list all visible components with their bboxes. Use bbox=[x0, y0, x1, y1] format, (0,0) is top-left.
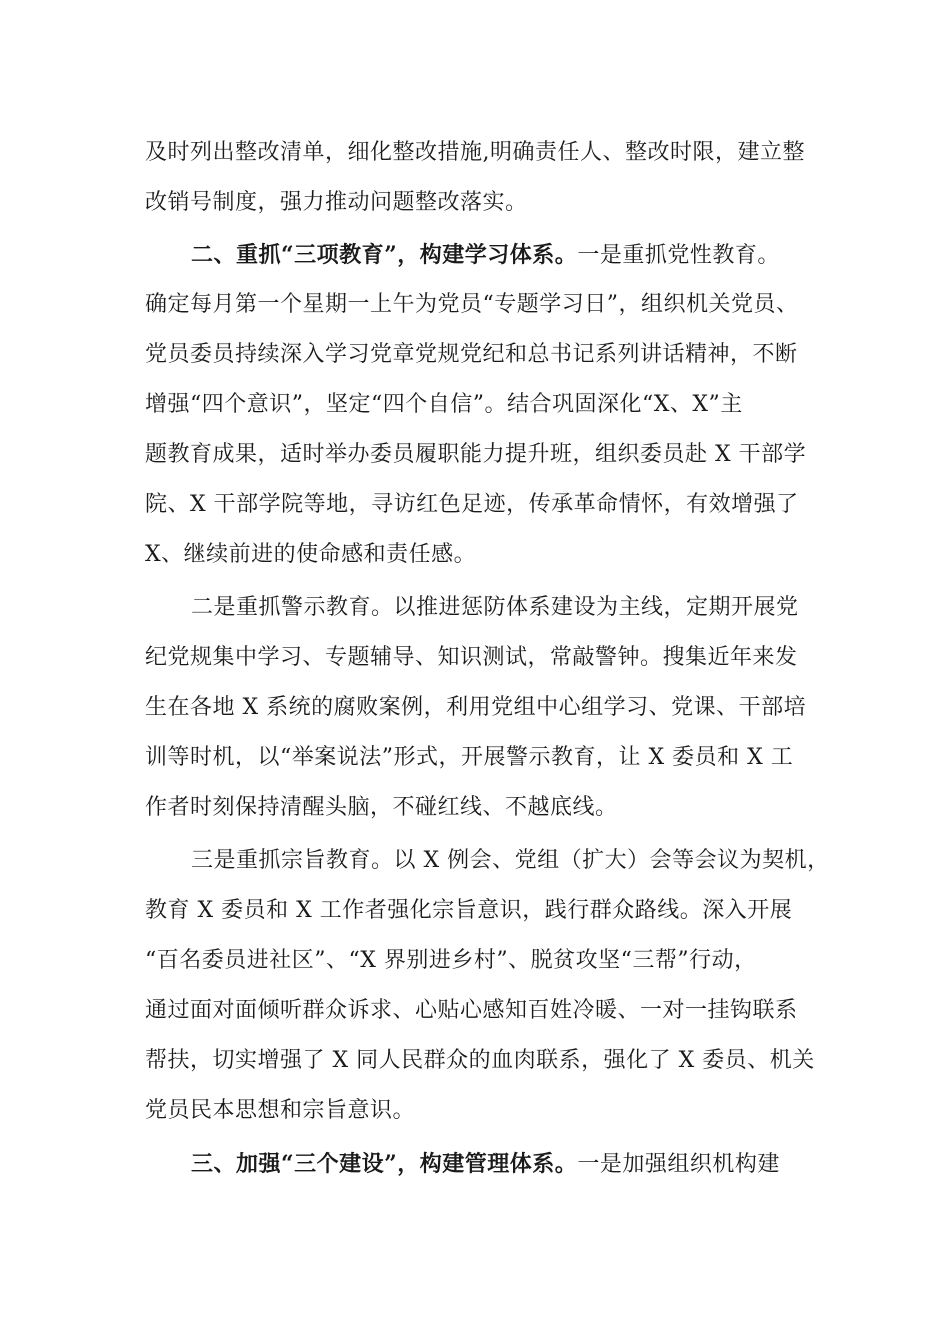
paragraph-3-line-2: 纪党规集中学习、专题辅导、知识测试，常敲警钟。搜集近年来发 bbox=[145, 645, 798, 670]
paragraph-3-line-3: 生在各地 X 系统的腐败案例，利用党组中心组学习、党课、干部培 bbox=[145, 695, 807, 720]
paragraph-4-line-3: “百名委员进社区”、“X 界别进乡村”、脱贫攻坚“三帮”行动， bbox=[145, 948, 757, 973]
paragraph-2-line-5: 题教育成果，适时举办委员履职能力提升班，组织委员赴 X 干部学 bbox=[145, 442, 807, 467]
paragraph-5-line-1-rest: 一是加强组织机构建 bbox=[577, 1152, 780, 1177]
paragraph-3-line-5: 作者时刻保持清醒头脑，不碰红线、不越底线。 bbox=[145, 795, 618, 820]
paragraph-2-line-7: X、继续前进的使命感和责任感。 bbox=[145, 542, 477, 567]
paragraph-2-line-6: 院、X 干部学院等地，寻访红色足迹，传承革命情怀，有效增强了 bbox=[145, 492, 799, 517]
paragraph-5-line-1 bbox=[191, 1149, 780, 1179]
section-heading-3: 三、加强“三个建设”，构建管理体系。 bbox=[191, 1151, 578, 1177]
paragraph-3-line-1: 二是重抓警示教育。以推进惩防体系建设为主线，定期开展党 bbox=[191, 595, 799, 620]
paragraph-4-line-6: 党员民本思想和宗旨意识。 bbox=[145, 1098, 416, 1123]
paragraph-2-line-1 bbox=[191, 240, 780, 270]
paragraph-4-line-2: 教育 X 委员和 X 工作者强化宗旨意识，践行群众路线。深入开展 bbox=[145, 898, 793, 923]
paragraph-2-line-2: 确定每月第一个星期一上午为党员“专题学习日”，组织机关党员、 bbox=[145, 292, 799, 317]
paragraph-4-line-1: 三是重抓宗旨教育。以 X 例会、党组（扩大）会等会议为契机， bbox=[191, 848, 830, 873]
paragraph-2-line-3: 党员委员持续深入学习党章党规党纪和总书记系列讲话精神，不断 bbox=[145, 342, 798, 367]
section-heading-2: 二、重抓“三项教育”，构建学习体系。 bbox=[191, 242, 578, 268]
paragraph-1-line-2: 改销号制度，强力推动问题整改落实。 bbox=[145, 190, 528, 215]
paragraph-2-line-1-rest: 一是重抓党性教育。 bbox=[577, 243, 780, 268]
paragraph-4-line-4: 通过面对面倾听群众诉求、心贴心感知百姓冷暖、一对一挂钩联系 bbox=[145, 998, 798, 1023]
paragraph-1-line-1: 及时列出整改清单，细化整改措施,明确责任人、整改时限，建立整 bbox=[145, 140, 805, 165]
paragraph-3-line-4: 训等时机，以“举案说法”形式，开展警示教育，让 X 委员和 X 工 bbox=[145, 745, 794, 770]
paragraph-2-line-4: 增强“四个意识”，坚定“四个自信”。结合巩固深化“X、X”主 bbox=[145, 392, 743, 417]
paragraph-4-line-5: 帮扶，切实增强了 X 同人民群众的血肉联系，强化了 X 委员、机关 bbox=[145, 1048, 815, 1073]
